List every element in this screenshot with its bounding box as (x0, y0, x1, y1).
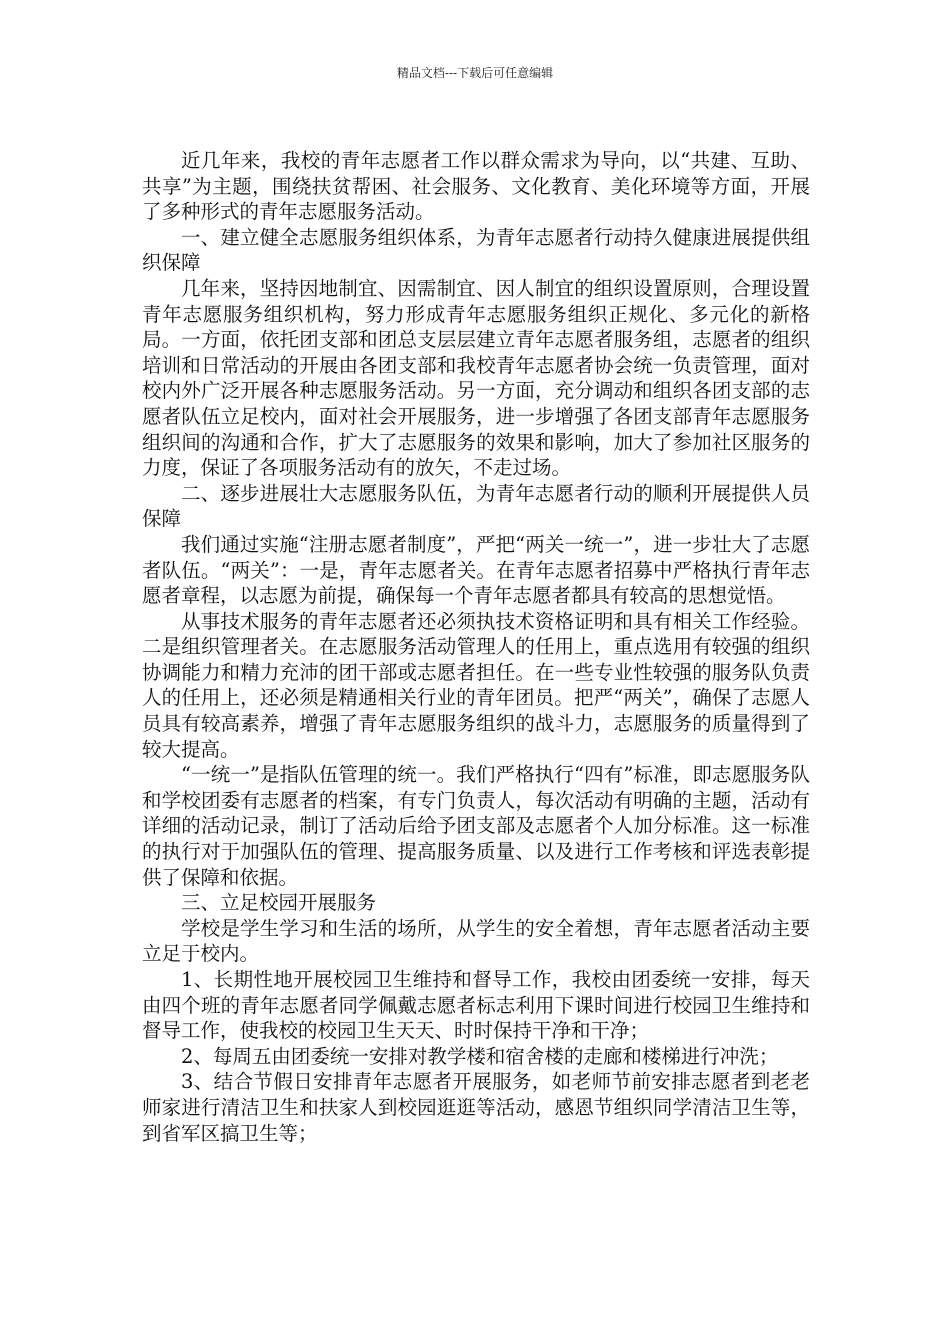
section-3-paragraph: 学校是学生学习和生活的场所，从学生的安全着想，青年志愿者活动主要立足于校内。 (142, 916, 810, 966)
section-1-paragraph: 几年来，坚持因地制宜、因需制宜、因人制宜的组织设置原则，合理设置青年志愿服务组织机构，努力形成青年志愿服务组织正规化、多元化的新格局。一方面，依托团支部和团总支层层建立青年志愿者服务组，志愿者的组织培训和日常活动的开展由各团支部和我校青年志愿者协会统一负责管理，面对校内外广泛开展各种志愿服务活动。另一方面，充分调动和组织各团支部的志愿者队伍立足校内，面对社会开展服务，进一步增强了各团支部青年志愿服务组织间的沟通和合作，扩大了志愿服务的效果和影响，加大了参加社区服务的力度，保证了各项服务活动有的放矢，不走过场。 (142, 276, 810, 480)
list-item-1: 1、长期性地开展校园卫生维持和督导工作，我校由团委统一安排，每天由四个班的青年志愿者同学佩戴志愿者标志利用下课时间进行校园卫生维持和督导工作，使我校的校园卫生天天、时时保持干净和干净； (142, 968, 810, 1043)
section-2-paragraph-1: 我们通过实施“注册志愿者制度”，严把“两关一统一”，进一步壮大了志愿者队伍。“两关”：一是，青年志愿者关。在青年志愿者招募中严格执行青年志愿者章程，以志愿为前提，确保每一个青年志愿者都具有较高的思想觉悟。 (142, 532, 810, 608)
document-body (142, 148, 810, 1146)
section-heading-2: 二、逐步进展壮大志愿服务队伍，为青年志愿者行动的顺利开展提供人员保障 (142, 481, 810, 531)
section-2-paragraph-2: 从事技术服务的青年志愿者还必须执技术资格证明和具有相关工作经验。二是组织管理者关。在志愿服务活动管理人的任用上，重点选用有较强的组织协调能力和精力充沛的团干部或志愿者担任。在一些专业性较强的服务队负责人的任用上，还必须是精通相关行业的青年团员。把严“两关”，确保了志愿人员具有较高素养，增强了青年志愿服务组织的战斗力，志愿服务的质量得到了较大提高。 (142, 609, 810, 761)
section-2-paragraph-3: “一统一”是指队伍管理的统一。我们严格执行“四有”标准，即志愿服务队和学校团委有志愿者的档案，有专门负责人，每次活动有明确的主题，活动有详细的活动记录，制订了活动后给予团支部及志愿者个人加分标准。这一标准的执行对于加强队伍的管理、提高服务质量、以及进行工作考核和评选表彰提供了保障和依据。 (142, 763, 810, 889)
list-item-3: 3、结合节假日安排青年志愿者开展服务，如老师节前安排志愿者到老老师家进行清洁卫生和扶家人到校园逛逛等活动，感恩节组织同学清洁卫生等，到省军区搞卫生等； (142, 1070, 810, 1145)
section-heading-3: 三、立足校园开展服务 (181, 891, 377, 915)
page-header: 精品文档---下载后可任意编辑 (396, 66, 554, 80)
section-heading-1: 一、建立健全志愿服务组织体系，为青年志愿者行动持久健康进展提供组织保障 (142, 225, 810, 275)
list-item-2: 2、每周五由团委统一安排对教学楼和宿舍楼的走廊和楼梯进行冲洗； (181, 1044, 779, 1068)
intro-paragraph: 近几年来，我校的青年志愿者工作以群众需求为导向，以“共建、互助、共享”为主题，围绕扶贫帮困、社会服务、文化教育、美化环境等方面，开展了多种形式的青年志愿服务活动。 (142, 149, 810, 224)
